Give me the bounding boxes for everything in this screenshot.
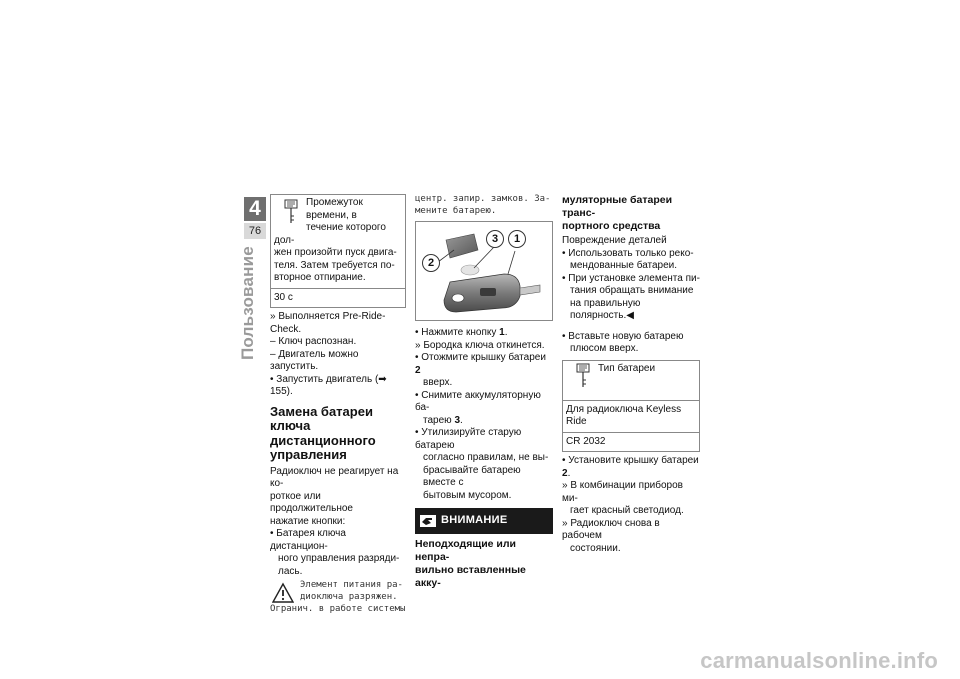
battery-type-title: Тип батареи: [598, 362, 656, 374]
cause-bullet: [270, 528, 406, 578]
bullet-line: • Батарея ключа дистанцион-: [270, 528, 346, 552]
key-icon: [280, 199, 302, 225]
bullet-line: ного управления разряди-: [278, 553, 400, 564]
note-line: вторное отпирание.: [274, 272, 366, 283]
warning-heading: [415, 538, 553, 590]
message-line: мените батарею.: [415, 205, 497, 216]
warning-heading-cont: [562, 194, 700, 233]
battery-type-value: CR 2032: [563, 432, 699, 452]
note-line: течение которого дол-: [274, 222, 386, 246]
step-line: • Утилизируйте старую батарею: [415, 427, 522, 451]
column-2: [415, 194, 553, 592]
message-line: Элемент питания ра-: [300, 580, 403, 590]
insert-step: [562, 331, 700, 356]
heading-line: вильно вставленные акку-: [415, 564, 526, 589]
warning-body: [562, 235, 700, 323]
note-line: жен произойти пуск двига-: [274, 247, 397, 258]
column-1: [270, 194, 406, 616]
step-line: » В комбинации приборов ми-: [562, 480, 683, 504]
step-line: гает красный светодиод.: [570, 505, 684, 516]
step-line: » Бородка ключа откинется.: [415, 339, 545, 351]
intro-line: роткое или продолжительное: [270, 490, 353, 514]
note-line: Промежуток времени, в: [306, 197, 363, 221]
start-steps: [270, 311, 406, 399]
warning-line: • Использовать только реко-: [562, 247, 694, 259]
warning-line: на правильную полярность.◀: [570, 297, 641, 321]
time-note-text: [271, 195, 405, 288]
callout-3: 3: [486, 230, 504, 248]
battery-type-usage: Для радиоключа Keyless Ride: [563, 400, 699, 432]
attention-hand-icon: [419, 512, 437, 530]
step-line: – Двигатель можно запустить.: [270, 348, 359, 372]
step-line: • Снимите аккумуляторную ба-: [415, 389, 541, 413]
step-line: – Ключ распознан.: [270, 336, 357, 347]
key-icon: [572, 363, 594, 389]
step-line: • Отожмите крышку батареи 2: [415, 352, 546, 376]
step-line: вверх.: [423, 377, 453, 388]
battery-steps: [415, 327, 553, 502]
heading-line: управления: [270, 447, 347, 462]
time-note-box: [270, 194, 406, 308]
heading-line: портного средства: [562, 220, 661, 232]
warning-line: • При установке элемента пи-: [562, 272, 700, 284]
step-line: • Запустить двигатель (➡ 155).: [270, 373, 387, 397]
message-line: центр. запир. замков. За-: [415, 194, 551, 204]
step-line: » Выполняется Pre-Ride-Check.: [270, 311, 386, 335]
step-line: • Нажмите кнопку 1.: [415, 327, 508, 338]
key-battery-photo: [415, 221, 553, 321]
intro-text: [270, 466, 406, 529]
step-line: бытовым мусором.: [423, 489, 512, 501]
battery-type-box: [562, 360, 700, 453]
step-line: брасывайте батарею вместе с: [423, 464, 521, 488]
page-number: 76: [244, 223, 266, 239]
chapter-number: 4: [244, 197, 266, 221]
chapter-title: Пользование: [238, 246, 257, 360]
key-illustration: [416, 222, 552, 320]
warning-line: тания обращать внимание: [570, 285, 694, 296]
section-heading: [270, 405, 406, 463]
intro-line: Радиоключ не реагирует на ко-: [270, 465, 399, 489]
heading-line: дистанционного: [270, 432, 376, 448]
step-line: » Радиоключ снова в рабочем: [562, 517, 660, 541]
step-line: согласно правилам, не вы-: [423, 452, 549, 463]
message-line: диоключа разряжен.: [300, 591, 398, 602]
warning-triangle-icon: [272, 582, 294, 604]
display-message: [270, 580, 406, 616]
attention-label: ВНИМАНИЕ: [441, 514, 508, 526]
heading-line: муляторные батареи транс-: [562, 194, 673, 219]
step-line: плюсом вверх.: [570, 343, 639, 354]
step-line: состоянии.: [570, 542, 621, 554]
warning-line: Повреждение деталей: [562, 235, 667, 246]
step-line: • Установите крышку батареи 2.: [562, 455, 699, 479]
note-line: теля. Затем требуется по-: [274, 259, 395, 271]
step-line: • Вставьте новую батарею: [562, 330, 684, 342]
callout-1: 1: [508, 230, 526, 248]
attention-banner: [415, 508, 553, 534]
column-3: [562, 194, 700, 555]
heading-line: Замена батареи ключа: [270, 403, 373, 433]
time-note-value: 30 с: [271, 288, 405, 308]
final-steps: [562, 455, 700, 555]
message-line: Огранич. в работе системы: [270, 604, 406, 614]
bullet-line: лась.: [278, 565, 303, 577]
intro-line: нажатие кнопки:: [270, 515, 346, 527]
battery-type-header: [563, 361, 699, 400]
watermark: carmanualsonline.info: [700, 648, 938, 673]
step-line: тарею 3.: [423, 414, 463, 426]
heading-line: Неподходящие или непра-: [415, 538, 517, 563]
callout-2: 2: [422, 254, 440, 272]
warning-line: мендованные батареи.: [570, 260, 678, 271]
